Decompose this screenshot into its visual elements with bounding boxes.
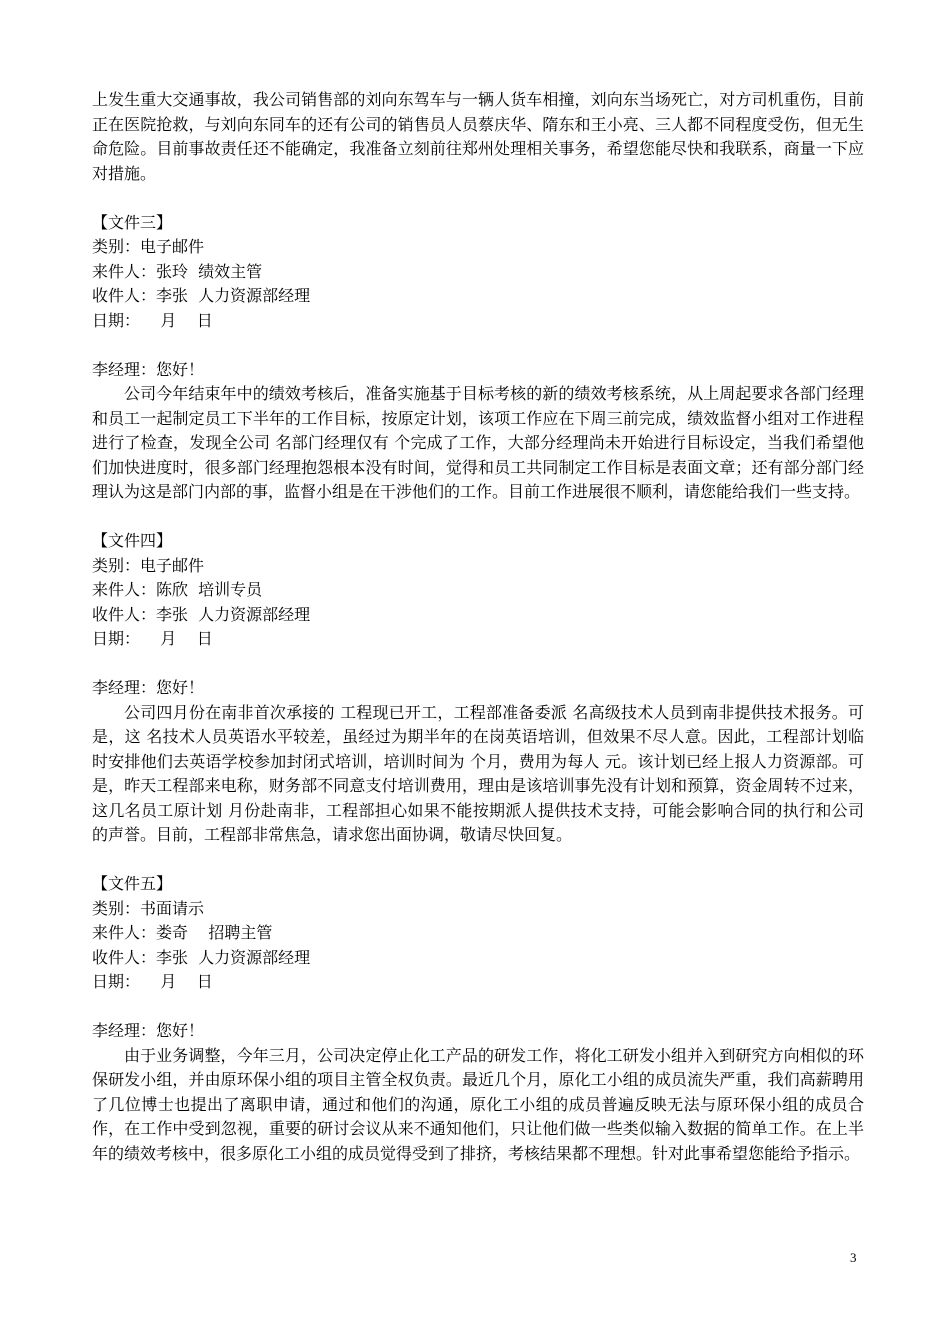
doc3-date: 日期： 月 日	[92, 310, 213, 330]
document-three	[92, 211, 864, 505]
doc5-date: 日期： 月 日	[92, 972, 213, 991]
doc4-sender: 来件人：陈欣 培训专员	[92, 580, 263, 599]
doc5-body: 由于业务调整，今年三月，公司决定停止化工产品的研发工作，将化工研发小组并入到研究方向相似的环保研发小组，并由原环保小组的项目主管全权负责。最近几个月，原化工小组的成员流失严重，我们高薪聘用了几位博士也提出了离职申请，通过和他们的沟通，原化工小组的成员普遍反映无法与原环保小组的成员合作，在工作中受到忽视，重要的研讨会议从来不通知他们，只让他们做一些类似输入数据的简单工作。在上半年的绩效考核中，很多原化工小组的成员觉得受到了排挤，考核结果都不理想。针对此事希望您能给予指示。	[92, 1045, 864, 1163]
doc4-category: 类别：电子邮件	[92, 555, 205, 575]
doc3-title: 【文件三】	[92, 212, 173, 232]
doc5-title: 【文件五】	[92, 874, 173, 893]
doc5-recipient: 收件人：李张 人力资源部经理	[92, 947, 311, 967]
doc4-body: 公司四月份在南非首次承接的 工程现已开工，工程部准备委派 名高级技术人员到南非提供技术报务。可是，这 名技术人员英语水平较差，虽经过为期半年的在岗英语培训，但效果不尽人意。因此，工程部计划临时安排他们去英语学校参加封闭式培训，培训时间为 个月，费用为每人 元。该计划已经上报人力资源部。可是，昨天工程部来电称，财务部不同意支付培训费用，理由是该培训事先没有计划和预算，资金周转不过来，这几名员工原计划 月份赴南非，工程部担心如果不能按期派人提供技术支持，可能会影响合同的执行和公司的声誉。目前，工程部非常焦急，请求您出面协调，敬请尽快回复。	[92, 702, 864, 844]
doc4-date: 日期： 月 日	[92, 629, 213, 648]
doc3-body: 公司今年结束年中的绩效考核后，准备实施基于目标考核的新的绩效考核系统，从上周起要求各部门经理和员工一起制定员工下半年的工作目标，按原定计划，该项工作应在下周三前完成，绩效监督小组对工作进程进行了检查，发现全公司 名部门经理仅有 个完成了工作，大部分经理尚未开始进行目标设定，当我们希望他们加快进度时，很多部门经理抱怨根本没有时间，觉得和员工共同制定工作目标是表面文章；还有部分部门经理认为这是部门内部的事，监督小组是在干涉他们的工作。目前工作进展很不顺利，请您能给我们一些支持。	[92, 384, 864, 501]
spacer	[92, 848, 864, 873]
page-number: 3	[850, 1250, 857, 1265]
doc5-greeting: 李经理：您好！	[92, 1021, 205, 1040]
document-five	[92, 872, 864, 1166]
doc3-sender: 来件人：张玲 绩效主管	[92, 261, 263, 281]
doc5-category: 类别：书面请示	[92, 898, 205, 918]
doc3-category: 类别：电子邮件	[92, 237, 205, 256]
doc4-recipient: 收件人：李张 人力资源部经理	[92, 604, 311, 624]
doc5-sender: 来件人：娄奇 招聘主管	[92, 923, 273, 942]
doc3-greeting: 李经理：您好！	[92, 359, 205, 379]
spacer	[92, 186, 864, 211]
spacer	[92, 652, 864, 677]
spacer	[92, 505, 864, 530]
document-four	[92, 529, 864, 848]
document-page	[92, 88, 864, 1166]
spacer	[92, 333, 864, 358]
doc3-recipient: 收件人：李张 人力资源部经理	[92, 286, 311, 305]
intro-paragraph: 上发生重大交通事故，我公司销售部的刘向东驾车与一辆人货车相撞，刘向东当场死亡，对方司机重伤，目前正在医院抢救，与刘向东同车的还有公司的销售员人员蔡庆华、隋东和王小亮、三人都不同程度受伤，但无生命危险。目前事故责任还不能确定，我准备立刻前往郑州处理相关事务，希望您能尽快和我联系，商量一下应对措施。	[92, 90, 864, 183]
doc4-title: 【文件四】	[92, 531, 173, 550]
doc4-greeting: 李经理：您好！	[92, 678, 205, 697]
spacer	[92, 995, 864, 1020]
